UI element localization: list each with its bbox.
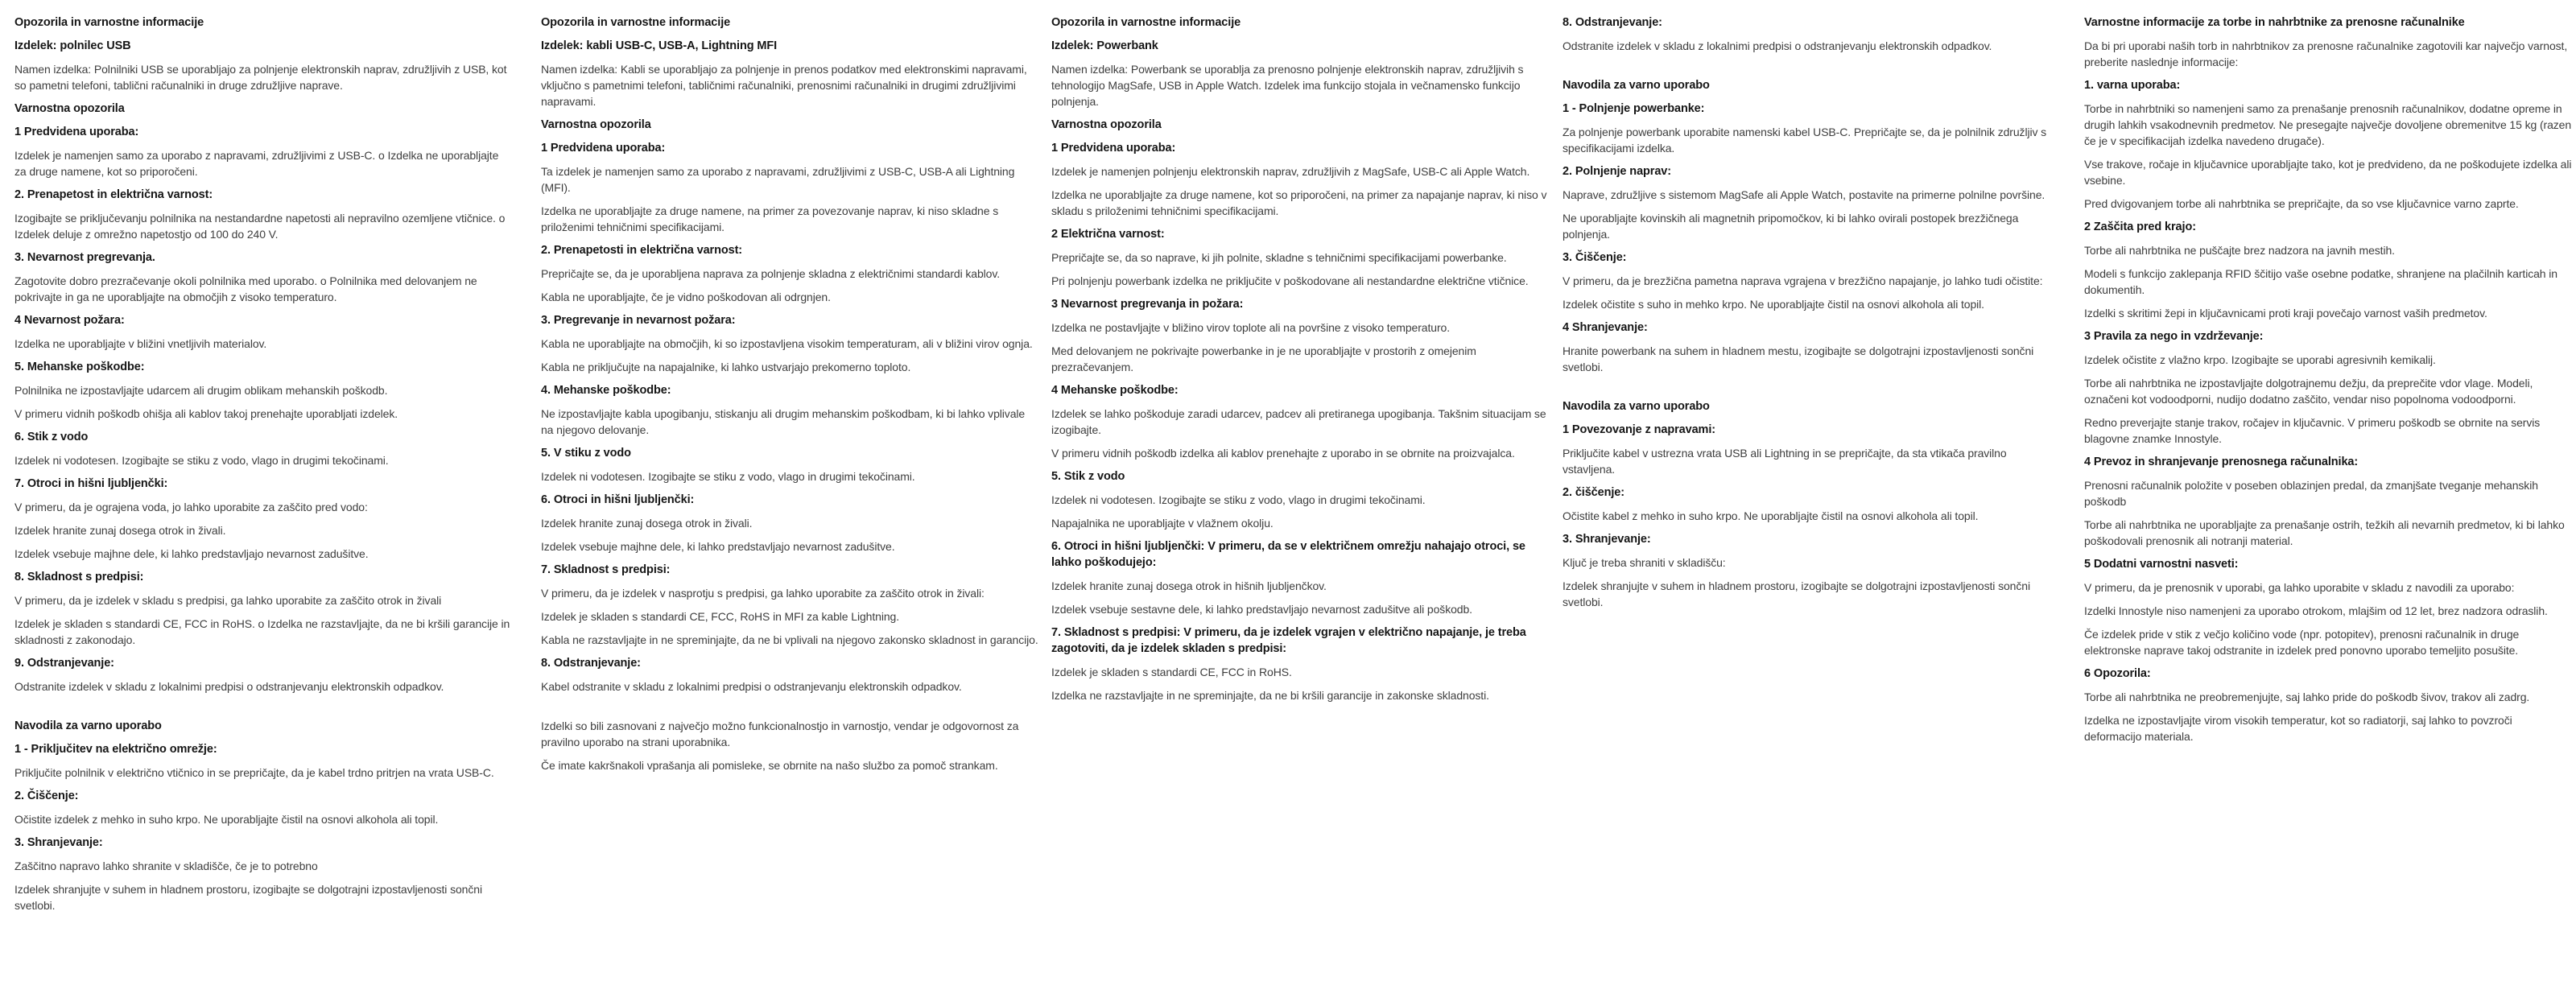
paragraph: Polnilnika ne izpostavljajte udarcem ali drugim oblikam mehanskih poškodb. [14,384,388,397]
section-heading: 8. Odstranjevanje: [1563,16,1662,29]
paragraph: Izdelek vsebuje majhne dele, ki lahko predstavljajo nevarnost zadušitve. [541,540,895,553]
section-heading: 3. Shranjevanje: [14,836,103,849]
paragraph: Redno preverjajte stanje trakov, ročajev in ključavnic. V primeru poškodb se obrnite na servis blagovne znamke Innostyle. [2084,416,2541,445]
section-heading: Opozorila in varnostne informacije [14,16,204,29]
section-heading: 2. čiščenje: [1563,486,1624,499]
section-heading: 2 Električna varnost: [1051,228,1165,241]
paragraph: Kabla ne uporabljajte na območjih, ki so izpostavljena visokim temperaturam, ali v bližini virov ognja. [541,337,1033,350]
document-column-charger [14,14,512,921]
section-heading: 6. Otroci in hišni ljubljenčki: V primeru, da se v električnem omrežju nahajajo otroci, se lahko poškodujejo: [1051,540,1525,569]
paragraph: Pred dvigovanjem torbe ali nahrbtnika se prepričajte, da so vse ključavnice varno zaprte. [2084,197,2519,210]
section-heading: 6. Otroci in hišni ljubljenčki: [541,493,695,506]
paragraph: Če izdelek pride v stik z večjo količino vode (npr. potopitev), prenosni računalnik in druge elektronske naprave takoj odstranite in izdelek pred ponovno uporabo temeljito posušite. [2084,628,2520,657]
paragraph: Izdelka ne uporabljajte za druge namene, kot so priporočeni, na primer za napajanje naprav, ki niso v skladu s priloženimi tehničnimi specifikacijami. [1051,188,1547,217]
paragraph: Kabel odstranite v skladu z lokalnimi predpisi o odstranjevanju elektronskih odpadkov. [541,680,962,693]
section-heading: 4 Shranjevanje: [1563,321,1648,334]
paragraph: Izdelka ne izpostavljajte virom visokih temperatur, kot so radiatorji, saj lahko to povzroči deformacijo materiala. [2084,714,2512,743]
paragraph: Izdelek ni vodotesen. Izogibajte se stiku z vodo, vlago in drugimi tekočinami. [1051,493,1426,506]
paragraph: Izdelek je namenjen polnjenju elektronskih naprav, združljivih z MagSafe, USB-C ali Apple Watch. [1051,165,1530,178]
paragraph: Izdelki Innostyle niso namenjeni za uporabo otrokom, mlajšim od 12 let, brez nadzora odraslih. [2084,604,2548,617]
paragraph: Izdelka ne uporabljajte v bližini vnetljivih materialov. [14,337,267,350]
section-heading: Varnostna opozorila [1051,118,1162,131]
section-heading: 1 Predvidena uporaba: [541,142,666,155]
paragraph: Izdelka ne uporabljajte za druge namene, na primer za povezovanje naprav, ki niso skladne s priloženimi tehničnimi specifikacijami. [541,204,999,233]
paragraph: Izdelek ni vodotesen. Izogibajte se stiku z vodo, vlago in drugimi tekočinami. [14,454,389,467]
paragraph: Naprave, združljive s sistemom MagSafe ali Apple Watch, postavite na primerne polnilne površine. [1563,188,2046,201]
section-heading: 3. Nevarnost pregrevanja. [14,251,155,264]
paragraph: Ne izpostavljajte kabla upogibanju, stiskanju ali drugim mehanskim poškodbam, ki bi lahko vplivale na njegovo delovanje. [541,407,1026,436]
paragraph: V primeru, da je prenosnik v uporabi, ga lahko uporabite v skladu z navodili za uporabo: [2084,581,2515,594]
section-heading: 7. Otroci in hišni ljubljenčki: [14,477,168,490]
vertical-spacer [1563,61,2060,77]
paragraph: Izdelek hranite zunaj dosega otrok in živali. [14,524,226,537]
paragraph: Izdelek hranite zunaj dosega otrok in hišnih ljubljenčkov. [1051,579,1327,592]
paragraph: Zagotovite dobro prezračevanje okoli polnilnika med uporabo. o Polnilnika med delovanjem ne pokrivajte in ga ne uporabljajte na območjih z visoko temperaturo. [14,274,477,303]
section-heading: Izdelek: kabli USB-C, USB-A, Lightning MFI [541,39,778,52]
section-heading: 2. Prenapetosti in električna varnost: [541,244,743,257]
paragraph: Da bi pri uporabi naših torb in nahrbtnikov za prenosne računalnike zagotovili kar največjo varnost, preberite naslednje informacije: [2084,39,2568,68]
section-heading: 1 Predvidena uporaba: [14,126,139,138]
paragraph: Izdelek hranite zunaj dosega otrok in živali. [541,517,753,530]
paragraph: Za polnjenje powerbank uporabite namenski kabel USB-C. Prepričajte se, da je polnilnik združljiv s specifikacijami izdelka. [1563,126,2047,155]
section-heading: 3. Čiščenje: [1563,251,1627,264]
paragraph: Namen izdelka: Powerbank se uporablja za prenosno polnjenje elektronskih naprav, združljivih s tehnologijo MagSafe, USB in Apple Watch. Izdelek ima funkcijo stojala in večnamensko funkcijo polnjenja. [1051,63,1524,108]
paragraph: Izdelek je skladen s standardi CE, FCC in RoHS. [1051,666,1292,678]
section-heading: 5. Mehanske poškodbe: [14,361,145,373]
section-heading: 7. Skladnost s predpisi: V primeru, da je izdelek vgrajen v električno napajanje, je treba zagotoviti, da je izdelek skladen s predpisi: [1051,626,1526,655]
paragraph: Kabla ne priključujte na napajalnike, ki lahko ustvarjajo prekomerno toploto. [541,361,911,373]
vertical-spacer [14,702,512,718]
section-heading: 6 Opozorila: [2084,667,2151,680]
section-heading: Varnostna opozorila [541,118,651,131]
paragraph: V primeru, da je ograjena voda, jo lahko uporabite za zaščito pred vodo: [14,501,368,513]
section-heading: 5. Stik z vodo [1051,470,1125,483]
paragraph: Ne uporabljajte kovinskih ali magnetnih pripomočkov, ki bi lahko ovirali postopek brezžičnega polnjenja. [1563,212,2019,241]
paragraph: Prenosni računalnik položite v poseben oblazinjen predal, da zmanjšate tveganje mehanskih poškodb [2084,479,2538,508]
paragraph: Torbe ali nahrbtnika ne izpostavljajte dolgotrajnemu dežju, da preprečite vdor vlage. Modeli, označeni kot vodoodporni, nudijo dodatno zaščito, vendar niso popolnoma vodoodporni. [2084,377,2533,406]
paragraph: V primeru, da je brezžična pametna naprava vgrajena v brezžično napajanje, jo lahko tudi očistite: [1563,274,2043,287]
paragraph: Izdelek očistite z vlažno krpo. Izogibajte se uporabi agresivnih kemikalij. [2084,353,2436,366]
section-heading: 1 Povezovanje z napravami: [1563,423,1716,436]
section-heading: Varnostna opozorila [14,102,125,115]
paragraph: Torbe ali nahrbtnika ne uporabljajte za prenašanje ostrih, težkih ali nevarnih predmetov, ki bi lahko poškodovali prenosnik ali notranji material. [2084,518,2565,547]
paragraph: Namen izdelka: Polnilniki USB se uporabljajo za polnjenje elektronskih naprav, združljivih z USB, kot so pametni telefoni, tablični računalniki in druge združljive naprave. [14,63,507,92]
paragraph: Priključite polnilnik v električno vtičnico in se prepričajte, da je kabel trdno pritrjen na vrata USB-C. [14,766,494,779]
section-heading: 8. Skladnost s predpisi: [14,571,144,583]
paragraph: Izdelek je namenjen samo za uporabo z napravami, združljivimi z USB-C. o Izdelka ne uporabljajte za druge namene, kot so priporočeni. [14,149,499,178]
vertical-spacer [541,702,1038,718]
paragraph: V primeru vidnih poškodb ohišja ali kablov takoj prenehajte uporabljati izdelek. [14,407,398,420]
paragraph: Izdelek je skladen s standardi CE, FCC in RoHS. o Izdelka ne razstavljajte, da ne bi kršili garancije in skladnosti z zakonodajo. [14,617,510,646]
paragraph: Izdelka ne postavljajte v bližino virov toplote ali na površine z visoko temperaturo. [1051,321,1450,334]
document-column-cables [541,14,1038,781]
section-heading: 6. Stik z vodo [14,431,89,443]
section-heading: 2. Čiščenje: [14,790,79,802]
paragraph: Izdelki so bili zasnovani z največjo možno funkcionalnostjo in varnostjo, vendar je odgovornost za pravilno uporabo na strani uporabnika. [541,719,1019,748]
paragraph: Izdelek shranjujte v suhem in hladnem prostoru, izogibajte se dolgotrajni izpostavljenosti sončni svetlobi. [1563,579,2030,608]
section-heading: Varnostne informacije za torbe in nahrbtnike za prenosne računalnike [2084,16,2465,29]
section-heading: 2. Polnjenje naprav: [1563,165,1671,178]
section-heading: 4 Nevarnost požara: [14,314,125,327]
paragraph: V primeru vidnih poškodb izdelka ali kablov prenehajte z uporabo in se obrnite na proizvajalca. [1051,447,1515,460]
paragraph: Izdelek se lahko poškoduje zaradi udarcev, padcev ali pretiranega upogibanja. Takšnim situacijam se izogibajte. [1051,407,1546,436]
paragraph: Kabla ne razstavljajte in ne spreminjajte, da ne bi vplivali na njegovo zakonsko skladnost in garancijo. [541,633,1038,646]
paragraph: Kabla ne uporabljajte, če je vidno poškodovan ali odrgnjen. [541,291,831,303]
document-column-laptop-bags [2084,14,2572,752]
paragraph: Izdelki s skritimi žepi in ključavnicami proti kraji povečajo varnost vaših predmetov. [2084,307,2487,320]
paragraph: Očistite izdelek z mehko in suho krpo. Ne uporabljajte čistil na osnovi alkohola ali topil. [14,813,439,826]
paragraph: Modeli s funkcijo zaklepanja RFID ščitijo vaše osebne podatke, shranjene na plačilnih karticah in dokumentih. [2084,267,2557,296]
section-heading: 2 Zaščita pred krajo: [2084,221,2196,233]
section-heading: 8. Odstranjevanje: [541,657,641,670]
section-heading: 1. varna uporaba: [2084,79,2181,92]
document-column-powerbank [1051,14,1549,711]
section-heading: 5 Dodatni varnostni nasveti: [2084,558,2239,571]
section-heading: 9. Odstranjevanje: [14,657,114,670]
paragraph: Izdelek je skladen s standardi CE, FCC, RoHS in MFI za kable Lightning. [541,610,899,623]
paragraph: Torbe in nahrbtniki so namenjeni samo za prenašanje prenosnih računalnikov, dodatne opreme in drugih lahkih vsakodnevnih predmetov. Ne presegajte največje dovoljene obremenitve 15 kg (razen če je v specifikacijah izdelka navedeno drugače). [2084,102,2572,147]
paragraph: Hranite powerbank na suhem in hladnem mestu, izogibajte se dolgotrajni izpostavljenosti sončni svetlobi. [1563,344,2034,373]
paragraph: Odstranite izdelek v skladu z lokalnimi predpisi o odstranjevanju elektronskih odpadkov. [1563,39,1992,52]
section-heading: 3. Shranjevanje: [1563,533,1651,546]
section-heading: 1 - Priključitev na električno omrežje: [14,743,217,756]
section-heading: 5. V stiku z vodo [541,447,631,460]
section-heading: Navodila za varno uporabo [1563,400,1710,413]
document-column-usage-instructions [1563,14,2060,617]
paragraph: Namen izdelka: Kabli se uporabljajo za polnjenje in prenos podatkov med elektronskimi napravami, vključno s pametnimi telefoni, tabličnimi računalniki, prenosnimi računalniki in drugimi združljivimi napravami. [541,63,1027,108]
section-heading: Opozorila in varnostne informacije [541,16,731,29]
vertical-spacer [1563,382,2060,398]
paragraph: Torbe ali nahrbtnika ne preobremenjujte, saj lahko pride do poškodb šivov, trakov ali zadrg. [2084,691,2530,703]
paragraph: Priključite kabel v ustrezna vrata USB ali Lightning in se prepričajte, da sta vtikača pravilno vstavljena. [1563,447,2007,476]
paragraph: Očistite kabel z mehko in suho krpo. Ne uporabljajte čistil na osnovi alkohola ali topil. [1563,509,1979,522]
paragraph: Ključ je treba shraniti v skladišču: [1563,556,1726,569]
paragraph: Torbe ali nahrbtnika ne puščajte brez nadzora na javnih mestih. [2084,244,2395,257]
section-heading: 1 - Polnjenje powerbanke: [1563,102,1705,115]
section-heading: Opozorila in varnostne informacije [1051,16,1241,29]
paragraph: Izdelek vsebuje majhne dele, ki lahko predstavljajo nevarnost zadušitve. [14,547,369,560]
section-heading: 4 Mehanske poškodbe: [1051,384,1179,397]
section-heading: 4 Prevoz in shranjevanje prenosnega računalnika: [2084,456,2359,468]
paragraph: Med delovanjem ne pokrivajte powerbanke in je ne uporabljajte v prostorih z omejenim prezračevanjem. [1051,344,1476,373]
paragraph: Izdelka ne razstavljajte in ne spreminjajte, da ne bi kršili garancije in zakonske skladnosti. [1051,689,1489,702]
paragraph: Izdelek ni vodotesen. Izogibajte se stiku z vodo, vlago in drugimi tekočinami. [541,470,915,483]
paragraph: Izogibajte se priključevanju polnilnika na nestandardne napetosti ali nepravilno ozemljene vtičnice. o Izdelek deluje z omrežno napetostjo od 100 do 240 V. [14,212,506,241]
paragraph: Vse trakove, ročaje in ključavnice uporabljajte tako, kot je predvideno, da ne poškodujete izdelka ali vsebine. [2084,158,2572,187]
paragraph: V primeru, da je izdelek v nasprotju s predpisi, ga lahko uporabite za zaščito otrok in živali: [541,587,985,600]
section-heading: 1 Predvidena uporaba: [1051,142,1176,155]
paragraph: Izdelek vsebuje sestavne dele, ki lahko predstavljajo nevarnost zadušitve ali poškodb. [1051,603,1472,616]
paragraph: V primeru, da je izdelek v skladu s predpisi, ga lahko uporabite za zaščito otrok in živali [14,594,442,607]
paragraph: Prepričajte se, da je uporabljena naprava za polnjenje skladna z električnimi standardi kablov. [541,267,1001,280]
paragraph: Izdelek očistite s suho in mehko krpo. Ne uporabljajte čistil na osnovi alkohola ali topil. [1563,298,1984,311]
section-heading: 2. Prenapetost in električna varnost: [14,188,213,201]
paragraph: Napajalnika ne uporabljajte v vlažnem okolju. [1051,517,1274,530]
paragraph: Zaščitno napravo lahko shranite v skladišče, če je to potrebno [14,860,318,872]
paragraph: Prepričajte se, da so naprave, ki jih polnite, skladne s tehničnimi specifikacijami powerbanke. [1051,251,1507,264]
paragraph: Izdelek shranjujte v suhem in hladnem prostoru, izogibajte se dolgotrajni izpostavljenosti sončni svetlobi. [14,883,482,912]
section-heading: 4. Mehanske poškodbe: [541,384,671,397]
section-heading: 3. Pregrevanje in nevarnost požara: [541,314,736,327]
paragraph: Pri polnjenju powerbank izdelka ne priključite v poškodovane ali nestandardne električne vtičnice. [1051,274,1529,287]
section-heading: Izdelek: Powerbank [1051,39,1158,52]
paragraph: Odstranite izdelek v skladu z lokalnimi predpisi o odstranjevanju elektronskih odpadkov. [14,680,444,693]
paragraph: Ta izdelek je namenjen samo za uporabo z napravami, združljivimi z USB-C, USB-A ali Lightning (MFI). [541,165,1015,194]
paragraph: Če imate kakršnakoli vprašanja ali pomisleke, se obrnite na našo službo za pomoč strankam. [541,759,998,772]
section-heading: Izdelek: polnilec USB [14,39,131,52]
section-heading: 7. Skladnost s predpisi: [541,563,671,576]
section-heading: 3 Nevarnost pregrevanja in požara: [1051,298,1244,311]
section-heading: 3 Pravila za nego in vzdrževanje: [2084,330,2264,343]
section-heading: Navodila za varno uporabo [1563,79,1710,92]
section-heading: Navodila za varno uporabo [14,719,162,732]
